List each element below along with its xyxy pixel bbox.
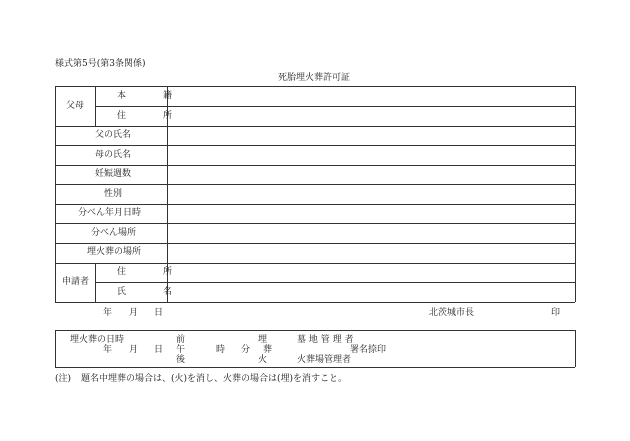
applicant-group-label: 申請者 [62,277,90,287]
gestation-weeks-label: 妊娠週数 [95,169,132,179]
father-name-label: 父の氏名 [95,130,132,140]
sex-label: 性別 [104,189,123,199]
gozen-gogo-mark: 午 [176,345,186,355]
mother-name-label: 母の氏名 [95,150,132,160]
note-label: (注) [55,374,72,384]
page-title: 死胎埋火葬許可証 [278,73,351,83]
honseki-label: 本 籍 [117,91,187,101]
issue-day: 日 [154,308,164,318]
burial-mark: 埋 [258,335,268,345]
delivery-datetime-label: 分べん年月日時 [78,208,142,218]
applicant-address-label: 住 所 [117,267,187,277]
funeral-mark: 葬 [263,345,273,355]
burial-year: 年 [103,345,113,355]
crematorium-manager-label: 火葬場管理者 [297,355,352,365]
note-text: 題名中埋葬の場合は、(火)を消し、火葬の場合は(埋)を消すこと。 [81,374,348,384]
burial-place-label: 埋火葬の場所 [87,247,142,257]
issue-month: 月 [129,308,139,318]
burial-minute: 分 [241,345,251,355]
cemetery-manager-label: 墓 地 管 理 者 [297,335,354,345]
burial-datetime-label: 埋火葬の日時 [70,335,125,345]
cremation-mark: 火 [258,355,268,365]
parent-address-label: 住 所 [117,111,187,121]
burial-month: 月 [129,345,139,355]
burial-day: 日 [154,345,164,355]
form-number: 様式第5号(第3条関係) [55,59,146,69]
applicant-name-label: 氏 名 [117,287,187,297]
signature-seal-label: 署名捺印 [350,345,387,355]
parent-group-label: 父母 [66,101,85,111]
issue-year: 年 [103,308,113,318]
delivery-place-label: 分べん場所 [91,228,137,238]
burial-hour: 時 [216,345,226,355]
pm-mark: 後 [176,355,186,365]
am-mark: 前 [176,335,186,345]
seal-mark: 印 [551,308,561,318]
issuer: 北茨城市長 [429,308,475,318]
